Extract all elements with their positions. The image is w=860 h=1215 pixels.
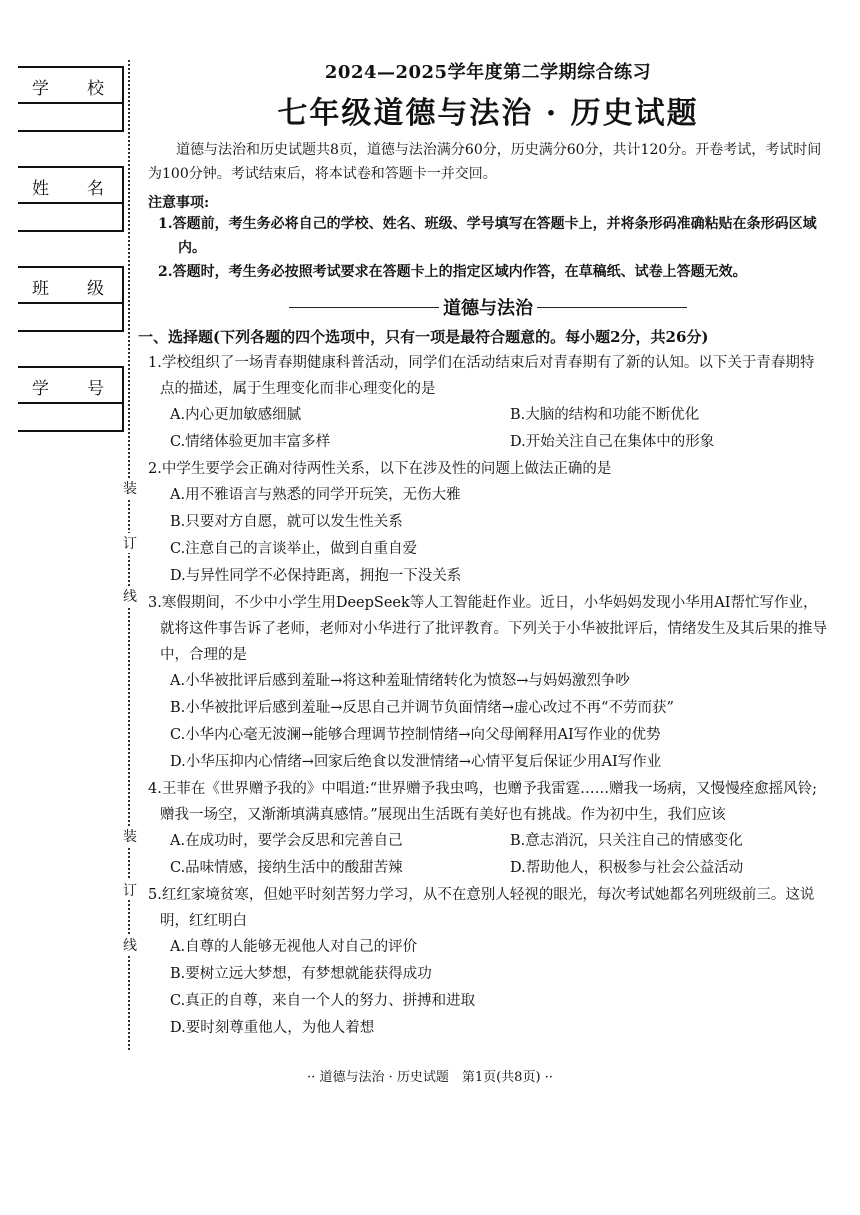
option-a: A.在成功时，要学会反思和完善自己 <box>170 833 403 849</box>
binding-margin <box>0 0 135 1060</box>
option-a: A.用不雅语言与熟悉的同学开玩笑，无伤大雅 <box>170 487 461 503</box>
divider-line <box>289 307 439 308</box>
option-c: C.情绪体验更加丰富多样 <box>170 434 331 450</box>
options <box>148 482 828 590</box>
question-stem: 4.王菲在《世界赠予我的》中唱道:“世界赠予我虫鸣，也赠予我雷霆……赠我一场病，又慢慢痊愈摇风铃;赠我一场空，又渐渐填满真感情。”展现出生活既有美好也有挑战。作为初中生，我们应该 <box>148 781 818 823</box>
option-c: C.小华内心毫无波澜→能够合理调节控制情绪→向父母阐释用AI写作业的优势 <box>170 727 661 743</box>
question-5 <box>148 882 828 1042</box>
student-id-box <box>18 366 124 432</box>
option-d: D.小华压抑内心情绪→回家后绝食以发泄情绪→心情平复后保证少用AI写作业 <box>170 754 662 770</box>
school-box <box>18 66 124 132</box>
class-label: 班 级 <box>18 274 122 304</box>
question-stem: 3.寒假期间，不少中小学生用DeepSeek等人工智能赶作业。近日，小华妈妈发现小华用AI帮忙写作业，就将这件事告诉了老师，老师对小华进行了批评教育。下列关于小华被批评后，情绪发生及其后果的推导中，合理的是 <box>148 595 827 663</box>
binding-char: 装 <box>122 478 138 498</box>
question-3 <box>148 590 828 776</box>
name-box <box>18 166 124 232</box>
binding-char: 线 <box>122 586 138 606</box>
page-footer: ·· 道德与法治 · 历史试题 第1页(共8页) ·· <box>307 1070 553 1085</box>
school-label: 学 校 <box>18 74 122 104</box>
options <box>148 402 828 456</box>
option-b: B.意志消沉，只关注自己的情感变化 <box>510 833 743 849</box>
binding-char: 装 <box>122 826 138 846</box>
option-a: A.自尊的人能够无视他人对自己的评价 <box>170 939 418 955</box>
divider-line <box>537 307 687 308</box>
exam-content <box>138 58 828 1042</box>
note-item: 1.答题前，考生务必将自己的学校、姓名、班级、学号填写在答题卡上，并将条形码准确粘贴在条形码区域内。 <box>158 216 817 256</box>
subject-title: 道德与法治 <box>443 298 533 319</box>
option-b: B.只要对方自愿，就可以发生性关系 <box>170 514 403 530</box>
option-c: C.品味情感，接纳生活中的酸甜苦辣 <box>170 860 403 876</box>
exam-title: 七年级道德与法治 · 历史试题 <box>277 96 699 131</box>
binding-dotted-line <box>128 60 130 1050</box>
subject-divider <box>148 294 828 320</box>
notes-title: 注意事项: <box>148 195 210 211</box>
question-2 <box>148 456 828 590</box>
option-b: B.要树立远大梦想，有梦想就能获得成功 <box>170 966 432 982</box>
name-label: 姓 名 <box>18 174 122 204</box>
question-stem: 2.中学生要学会正确对待两性关系，以下在涉及性的问题上做法正确的是 <box>148 461 612 477</box>
question-stem: 1.学校组织了一场青春期健康科普活动，同学们在活动结束后对青春期有了新的认知。以下关于青春期特点的描述，属于生理变化而非心理变化的是 <box>148 355 815 397</box>
options <box>148 668 828 776</box>
class-box <box>18 266 124 332</box>
student-id-label: 学 号 <box>18 374 122 404</box>
option-a: A.内心更加敏感细腻 <box>170 407 302 423</box>
binding-char: 线 <box>122 935 138 955</box>
question-stem: 5.红红家境贫寒，但她平时刻苦努力学习，从不在意别人轻视的眼光，每次考试她都名列班级前三。这说明，红红明白 <box>148 887 815 929</box>
option-d: D.与异性同学不必保持距离，拥抱一下没关系 <box>170 568 462 584</box>
options <box>148 828 828 882</box>
question-1 <box>148 350 828 456</box>
option-a: A.小华被批评后感到羞耻→将这种羞耻情绪转化为愤怒→与妈妈激烈争吵 <box>170 673 630 689</box>
question-4 <box>148 776 828 882</box>
option-d: D.开始关注自己在集体中的形象 <box>510 434 715 450</box>
option-b: B.大脑的结构和功能不断优化 <box>510 407 700 423</box>
exam-intro: 道德与法治和历史试题共8页，道德与法治满分60分，历史满分60分，共计120分。开卷考试，考试时间为100分钟。考试结束后，将本试卷和答题卡一并交回。 <box>148 142 822 182</box>
binding-char: 订 <box>122 533 138 553</box>
exam-year: 2024—2025学年度第二学期综合练习 <box>324 62 652 83</box>
option-c: C.真正的自尊，来自一个人的努力、拼搏和进取 <box>170 993 476 1009</box>
option-b: B.小华被批评后感到羞耻→反思自己并调节负面情绪→虚心改过不再“不劳而获” <box>170 700 674 716</box>
note-item: 2.答题时，考生务必按照考试要求在答题卡上的指定区域内作答，在草稿纸、试卷上答题无效。 <box>158 264 747 280</box>
options <box>148 934 828 1042</box>
section-heading: 一、选择题(下列各题的四个选项中，只有一项是最符合题意的。每小题2分，共26分) <box>138 328 709 346</box>
binding-char: 订 <box>122 880 138 900</box>
option-d: D.帮助他人，积极参与社会公益活动 <box>510 860 744 876</box>
option-c: C.注意自己的言谈举止，做到自重自爱 <box>170 541 418 557</box>
option-d: D.要时刻尊重他人，为他人着想 <box>170 1020 375 1036</box>
